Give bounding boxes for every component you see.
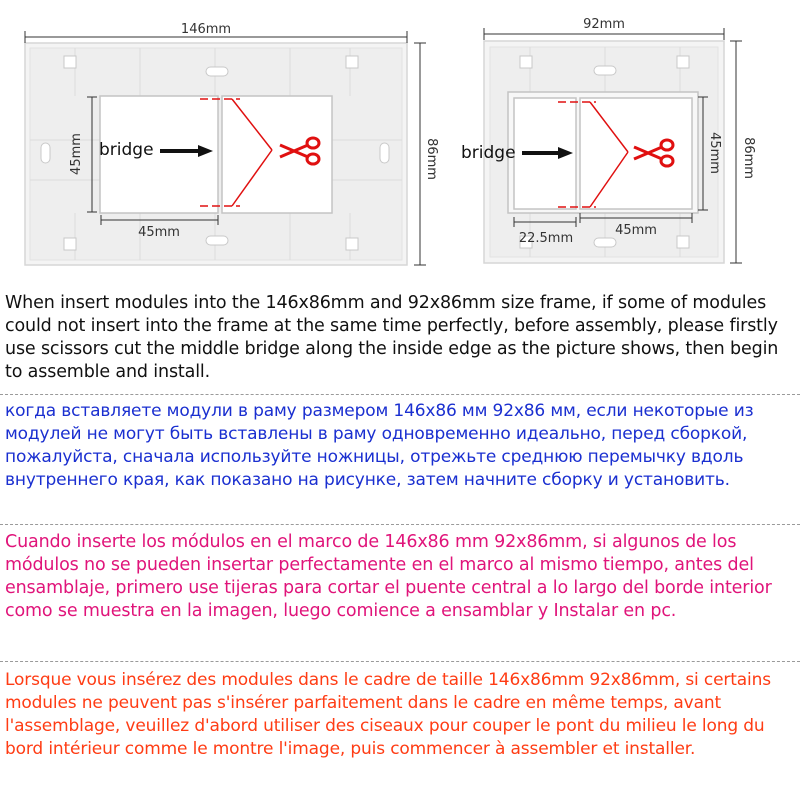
right-offset-label: 22.5mm [518,231,574,246]
separator-1 [0,394,800,395]
right-opening-width-label: 45mm [615,223,657,238]
left-bridge-label: bridge [99,140,154,160]
right-height-label: 86mm [741,137,756,179]
instruction-english: When insert modules into the 146x86mm and 92x86mm size frame, if some of modules could not insert into the frame at the same time perfectly, before assembly, please firstly use scissors cut the middle bridge along the inside edge as the picture shows, then begin to assemble and install. [5,293,779,382]
instruction-russian: когда вставляете модули в раму размером 146x86 мм 92x86 мм, если некоторые из модулей не могут быть вставлены в раму одновременно идеально, перед сборкой, пожалуйста, сначала используйте ножницы, отрежьте среднюю перемычку вдоль внутреннего края, как показано на рисунке, затем начните сборку и установить. [5,401,754,490]
separator-3 [0,661,800,662]
left-frame [25,22,439,265]
left-opening-height-label: 45mm [69,133,84,175]
instruction-french: Lorsque vous insérez des modules dans le cadre de taille 146x86mm 92x86mm, si certains modules ne peuvent pas s'insérer parfaitement dans le cadre en même temps, avant l'assemblage, veuillez d'abord utiliser des ciseaux pour couper le pont du milieu le long du bord intérieur comme le montre l'image, puis commencer à assembler et installer. [5,670,771,759]
left-opening-width-label: 45mm [138,225,180,240]
right-width-label: 92mm [583,17,625,32]
frame-diagram [0,0,800,290]
right-bridge-label: bridge [461,143,516,163]
separator-2 [0,524,800,525]
left-width-label: 146mm [180,22,232,37]
instruction-spanish: Cuando inserte los módulos en el marco de 146x86 mm 92x86mm, si algunos de los módulos no se pueden insertar perfectamente en el marco al mismo tiempo, antes del ensamblaje, primero use tijeras para cortar el puente central a lo largo del borde interior como se muestra en la imagen, luego comience a ensamblar y Instalar en pc. [5,532,772,621]
right-frame [461,17,756,263]
left-height-label: 86mm [424,138,439,180]
right-opening-height-label: 45mm [707,132,722,174]
